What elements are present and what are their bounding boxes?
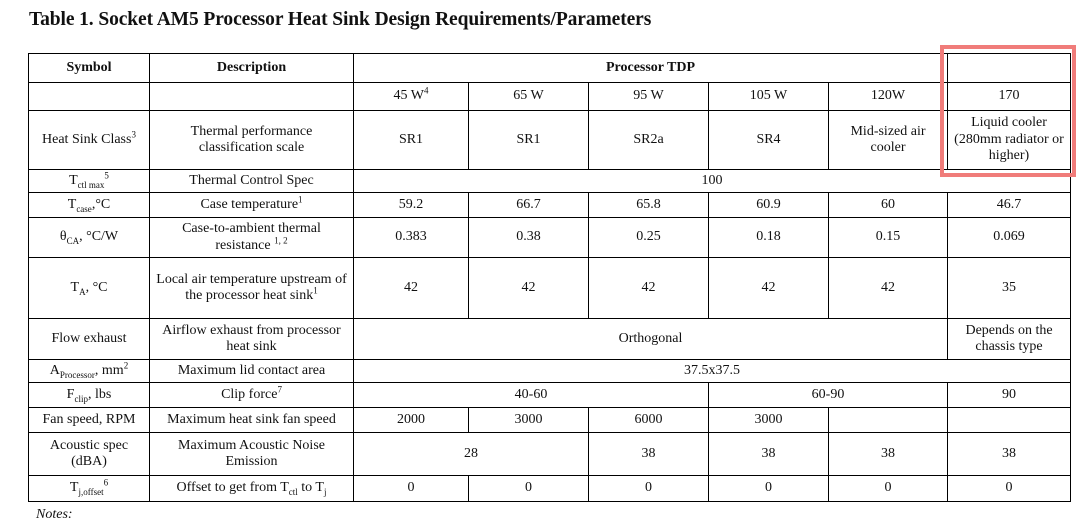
table-cell: 38 [589,433,709,476]
table-cell: 60.9 [709,193,829,218]
table-cell: 42 [829,258,948,319]
table-cell: 37.5x37.5 [354,360,1071,383]
table-cell: 42 [354,258,469,319]
header-processor-tdp: Processor TDP [354,54,948,83]
row-description: Maximum heat sink fan speed [150,408,354,433]
tdp-cell: 105 W [709,83,829,111]
table-cell: 38 [829,433,948,476]
table-title: Table 1. Socket AM5 Processor Heat Sink Design Requirements/Parameters [29,9,652,30]
table-cell: 38 [709,433,829,476]
table-cell: 100 [354,170,1071,193]
row-symbol: $T_{ctl max}^5$ [29,170,150,193]
table-cell: 0 [829,476,948,502]
row-description: Case temperature$^1$ [150,193,354,218]
table-cell: 0 [354,476,469,502]
row-symbol: $T_{case},^\circ C$ [29,193,150,218]
table-cell: 0 [709,476,829,502]
row-symbol: $T_A$, °C [29,258,150,319]
table-cell: 40-60 [354,383,709,408]
row-symbol: $\theta_{CA}$, °C/W [29,218,150,258]
row-symbol: Fan speed, RPM [29,408,150,433]
row-description: Thermal performance classification scale [150,111,354,170]
acoustic-row [29,433,1071,476]
tj-offset-row [29,476,1071,502]
table-cell: 42 [589,258,709,319]
row-symbol: Heat Sink Class$^3$ [29,111,150,170]
tdp-symbol-blank [29,83,150,111]
row-description: Offset to get from $T_{ctl}$ to $T_j$ [150,476,354,502]
row-symbol: Acoustic spec (dBA) [29,433,150,476]
table-cell: 0.38 [469,218,589,258]
tdp-row [29,83,1071,111]
table-cell: 59.2 [354,193,469,218]
table-cell: 6000 [589,408,709,433]
tcase-row [29,193,1071,218]
table-header-row [29,54,1071,83]
table-cell: Orthogonal [354,319,948,360]
tdp-cell: 120W [829,83,948,111]
row-description: Maximum lid contact area [150,360,354,383]
table-cell: 0.15 [829,218,948,258]
table-cell: 42 [469,258,589,319]
table-cell: 0.069 [948,218,1071,258]
table-cell: SR4 [709,111,829,170]
table-cell [948,408,1071,433]
table-cell: Mid-sized air cooler [829,111,948,170]
heat-sink-class-row [29,111,1071,170]
table-cell: 66.7 [469,193,589,218]
table-cell: 90 [948,383,1071,408]
row-description: Airflow exhaust from processor heat sink [150,319,354,360]
row-symbol: $A_{Processor}$, $mm^2$ [29,360,150,383]
table-cell: 42 [709,258,829,319]
table-cell: 38 [948,433,1071,476]
table-cell: SR1 [469,111,589,170]
row-symbol: Flow exhaust [29,319,150,360]
table-cell: 0 [589,476,709,502]
table-cell: Depends on the chassis type [948,319,1071,360]
table-cell: 3000 [709,408,829,433]
clip-force-row [29,383,1071,408]
table-cell: 0 [948,476,1071,502]
table-cell: 60 [829,193,948,218]
table-cell [829,408,948,433]
tdp-cell: 95 W [589,83,709,111]
table-cell: 35 [948,258,1071,319]
table-cell: 28 [354,433,589,476]
row-description: Thermal Control Spec [150,170,354,193]
flow-exhaust-row [29,319,1071,360]
row-description: Case-to-ambient thermal resistance $^{1, 2}$ [150,218,354,258]
table-cell: 65.8 [589,193,709,218]
table-cell: 46.7 [948,193,1071,218]
row-symbol: $F_{clip}$, lbs [29,383,150,408]
table-cell: 0 [469,476,589,502]
ta-row [29,258,1071,319]
notes-label: Notes: [36,507,73,522]
table-cell: Liquid cooler (280mm radiator or higher) [948,111,1071,170]
theta-row [29,218,1071,258]
table-cell: 2000 [354,408,469,433]
table-cell: 0.383 [354,218,469,258]
table-cell: 0.18 [709,218,829,258]
table-cell: SR2a [589,111,709,170]
tdp-cell: 65 W [469,83,589,111]
header-symbol: Symbol [29,54,150,83]
table-cell: SR1 [354,111,469,170]
lid-area-row [29,360,1071,383]
tdp-cell: 170 [948,83,1071,111]
header-description: Description [150,54,354,83]
tdp-cell: 45 $W^4$ [354,83,469,111]
tctl-row [29,170,1071,193]
table-cell: 0.25 [589,218,709,258]
table-cell: 3000 [469,408,589,433]
fan-speed-row [29,408,1071,433]
spec-table [28,53,1071,502]
table-cell: 60-90 [709,383,948,408]
header-blank [948,54,1071,83]
row-symbol: $T_{j,offset}^6$ [29,476,150,502]
row-description: Maximum Acoustic Noise Emission [150,433,354,476]
row-description: Clip force$^7$ [150,383,354,408]
row-description: Local air temperature upstream of the processor heat sink$^1$ [150,258,354,319]
tdp-desc-blank [150,83,354,111]
